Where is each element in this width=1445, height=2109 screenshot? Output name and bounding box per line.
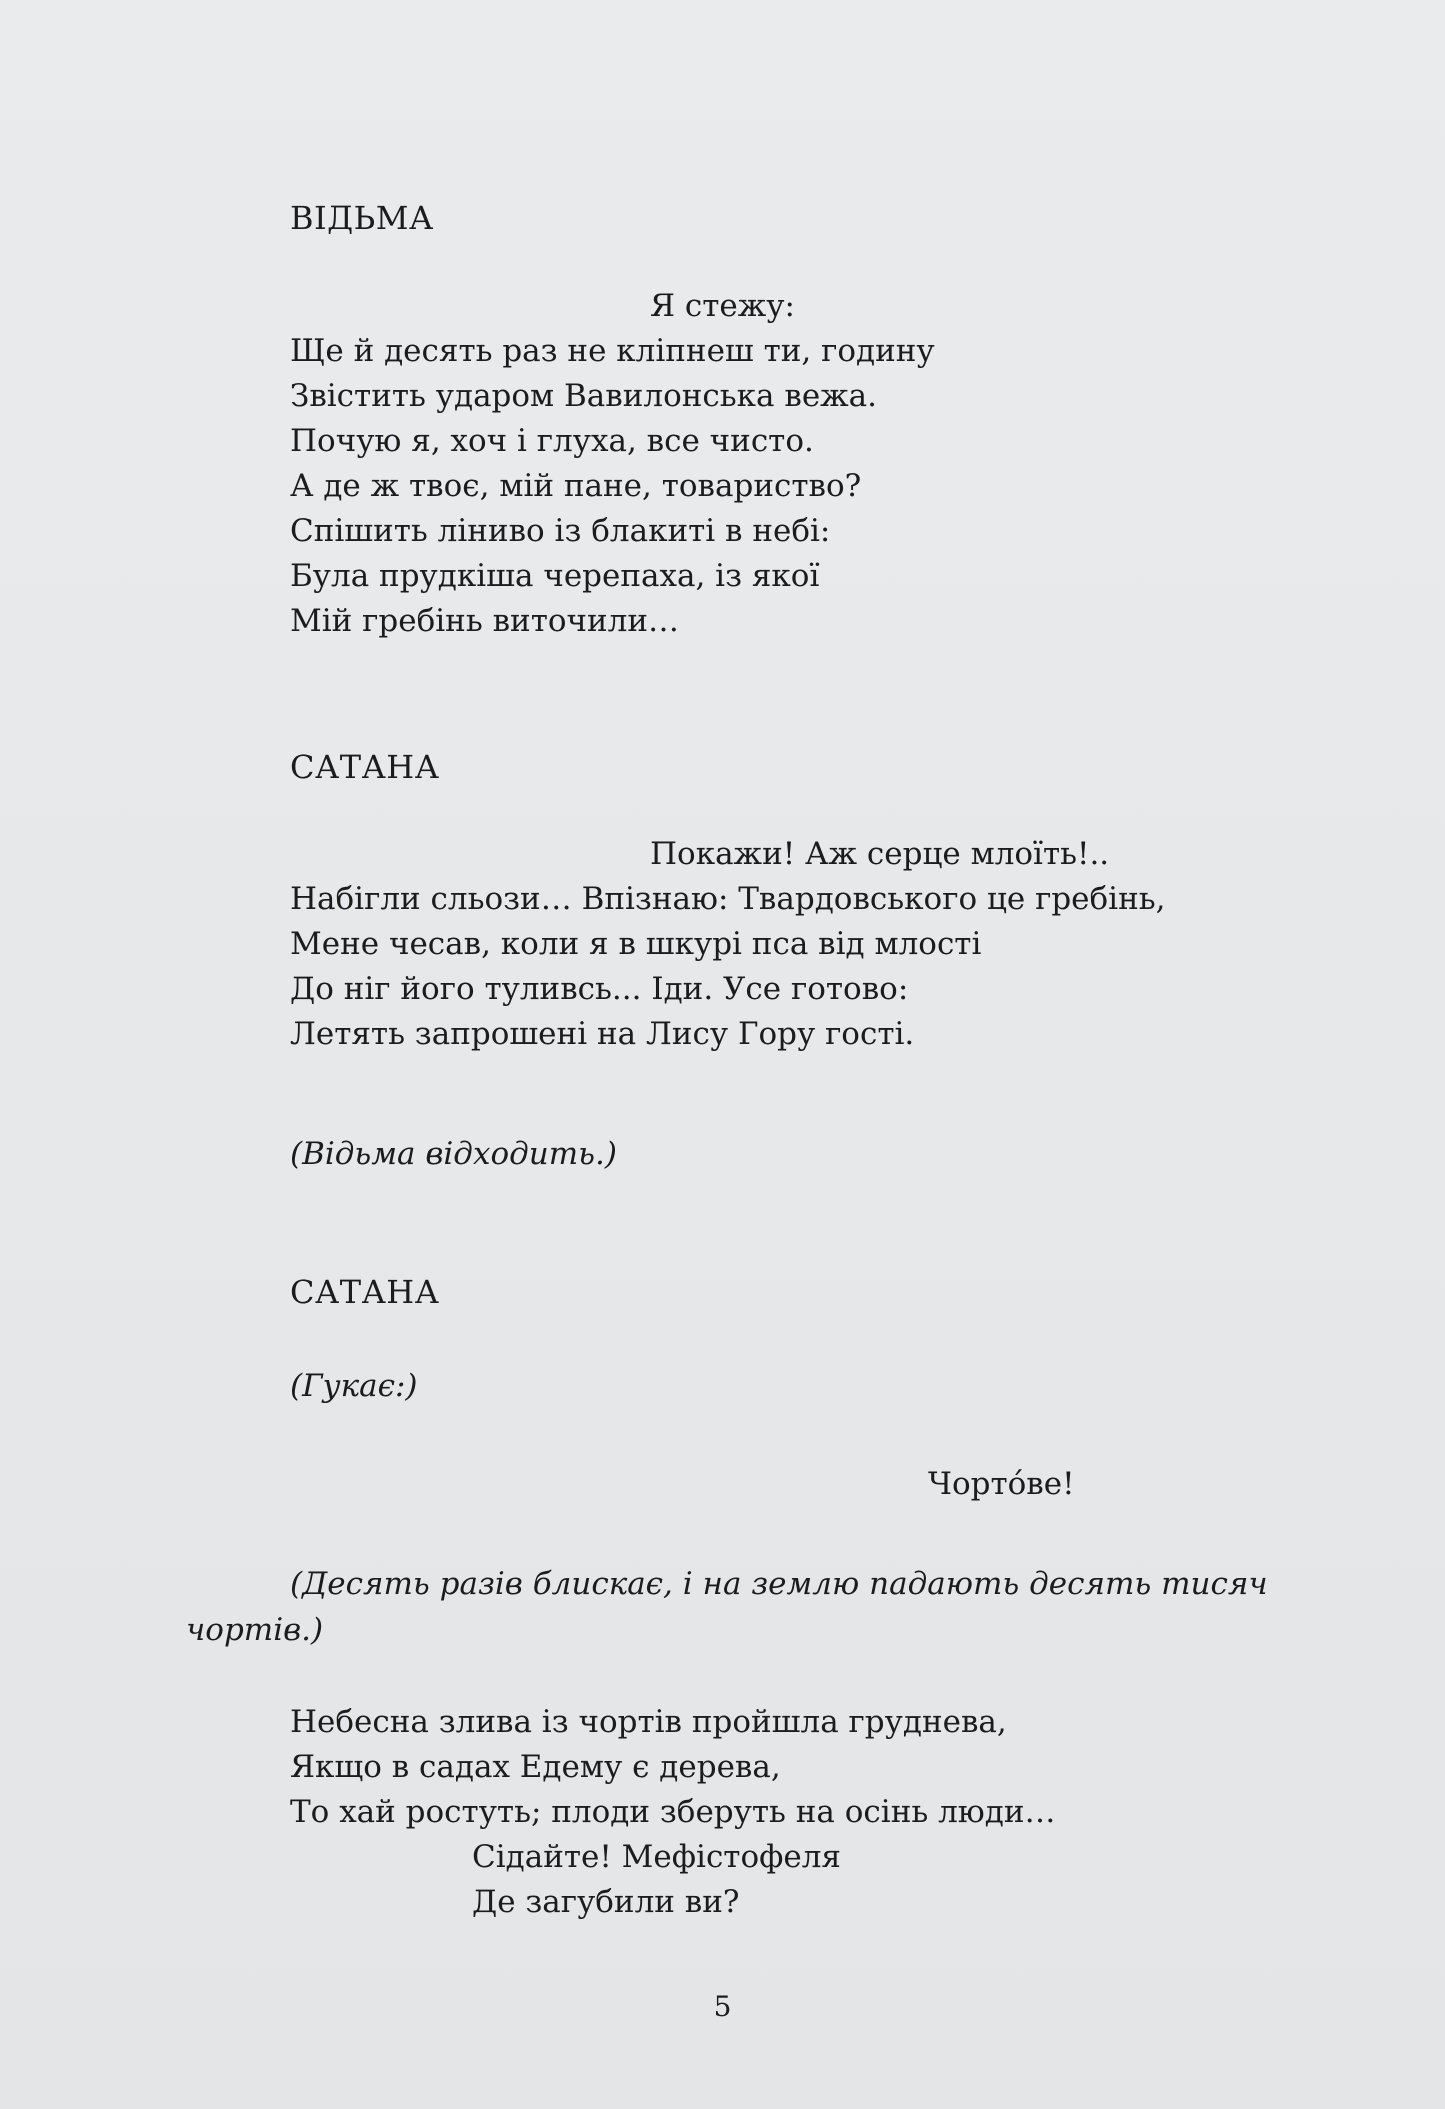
- satan-line: Набігли сльози… Впізнаю: Твардовського це гребінь,: [290, 881, 1166, 917]
- shout-line: Чортóве!: [928, 1466, 1075, 1502]
- speaker-satan: САТАНА: [290, 748, 440, 786]
- stage-direction-lightning: (Десять разів блискає, і на землю падають десять тисяч: [290, 1566, 1268, 1602]
- satan-line: Летять запрошені на Лису Гору гості.: [290, 1016, 915, 1052]
- satan-line: Покажи! Аж серце млоїть!..: [650, 836, 1110, 872]
- satan-line: Якщо в садах Едему є дерева,: [290, 1749, 781, 1785]
- speaker-witch: ВІДЬМА: [290, 199, 434, 237]
- satan-line: Небесна злива із чортів пройшла груднева,: [290, 1704, 1007, 1740]
- witch-line: Я стежу:: [650, 288, 795, 324]
- satan-line: Мене чесав, коли я в шкурі пса від млості: [290, 926, 982, 962]
- witch-line: Була прудкіша черепаха, із якої: [290, 558, 820, 594]
- satan-line: Де загубили ви?: [472, 1884, 740, 1920]
- witch-line: А де ж твоє, мій пане, товариство?: [290, 468, 862, 504]
- stage-direction-shouts: (Гукає:): [290, 1368, 418, 1404]
- satan-line: Сідайте! Мефістофеля: [472, 1839, 841, 1875]
- witch-line: Ще й десять раз не кліпнеш ти, годину: [290, 333, 935, 369]
- witch-line: Спішить ліниво із блакиті в небі:: [290, 513, 831, 549]
- satan-line: То хай ростуть; плоди зберуть на осінь люди…: [290, 1794, 1056, 1830]
- speaker-satan-2: САТАНА: [290, 1273, 440, 1311]
- witch-line: Мій гребінь виточили…: [290, 603, 680, 639]
- satan-line: До ніг його туливсь... Іди. Усе готово:: [290, 971, 909, 1007]
- witch-line: Почую я, хоч і глуха, все чисто.: [290, 423, 814, 459]
- stage-direction-lightning-cont: чортів.): [186, 1612, 324, 1648]
- stage-direction: (Відьма відходить.): [290, 1136, 617, 1172]
- witch-line: Звістить ударом Вавилонська вежа.: [290, 378, 878, 414]
- page-number: 5: [713, 1990, 732, 2023]
